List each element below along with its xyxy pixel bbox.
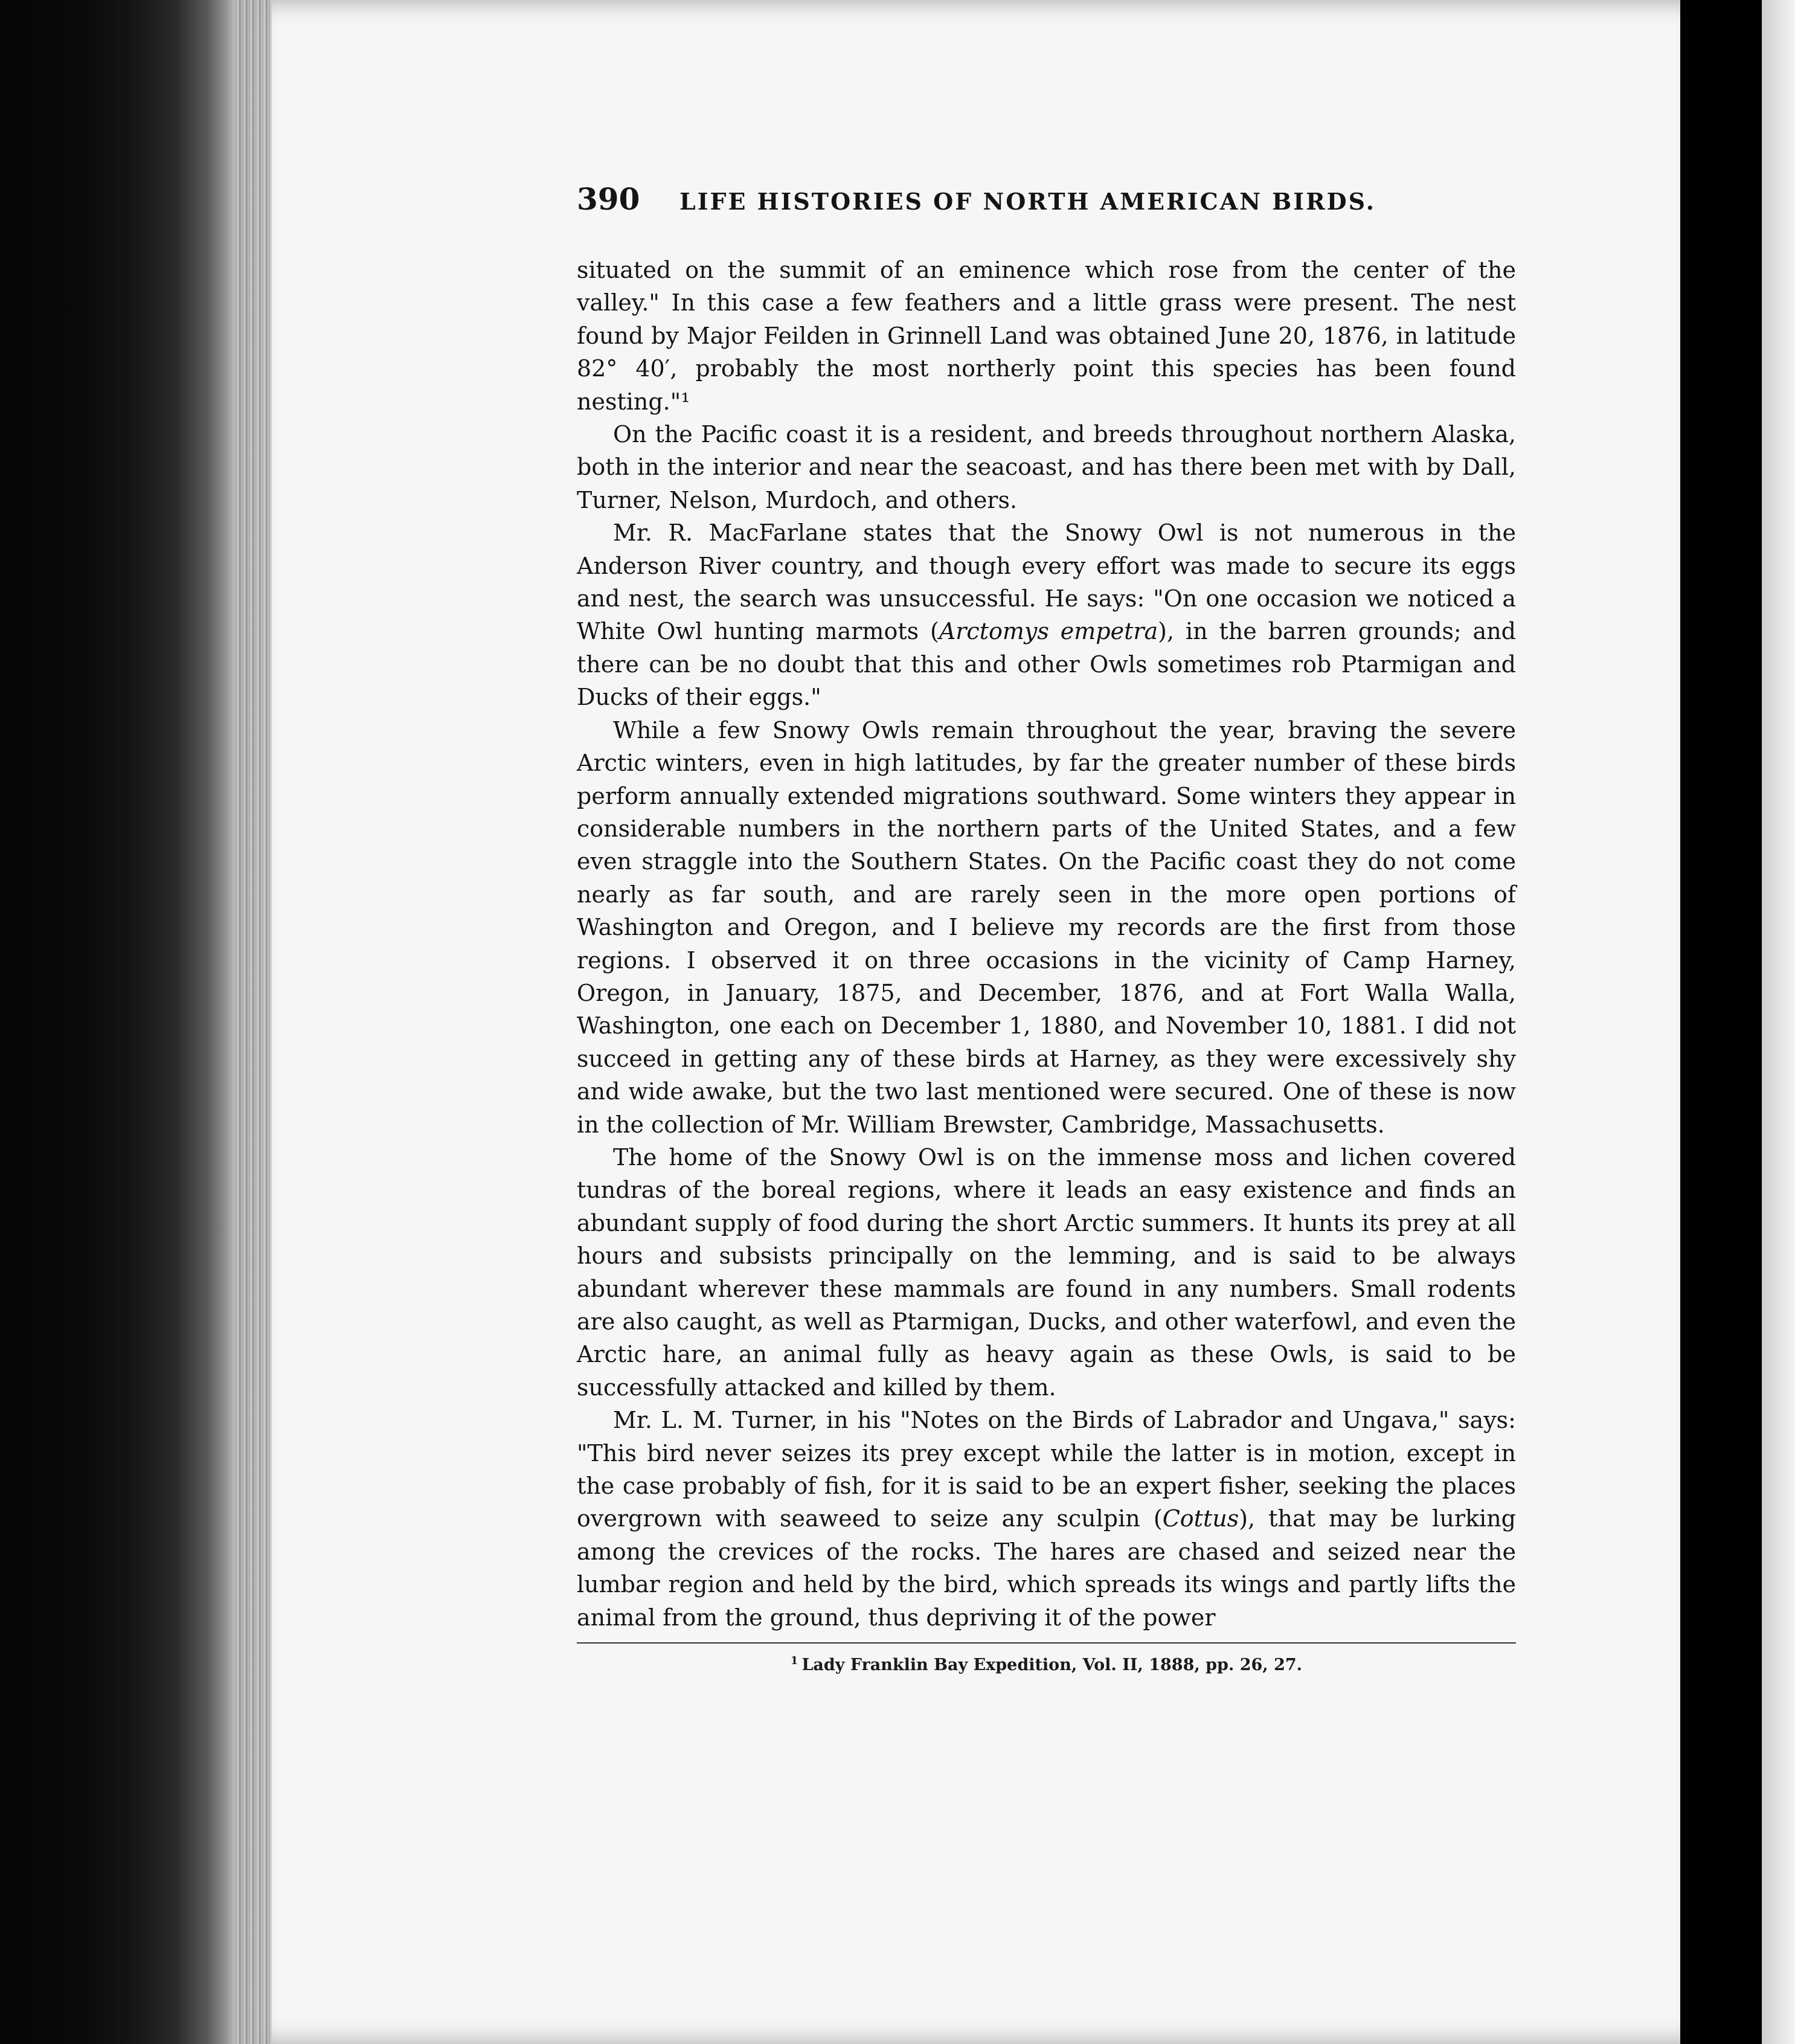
footnote-text: Lady Franklin Bay Expedition, Vol. II, 1888, pp. 26, 27. <box>801 1656 1303 1675</box>
paragraph-1: situated on the summit of an eminence which rose from the center of the valley." In this case a few feathers and a little grass were present. The nest found by Major Feilden in Grinnell Land was obtained June 20, 1876, in latitude 82° 40′, probably the most northerly point this species has been found nesting."¹ <box>577 257 1516 415</box>
running-title: LIFE HISTORIES OF NORTH AMERICAN BIRDS. <box>679 188 1376 215</box>
footnote-mark: 1 <box>790 1654 798 1668</box>
paragraph-6-text: Mr. L. M. Turner, in his "Notes on the Birds of Labrador and Ungava," says: "This bird never seizes its prey except while the latter is in motion, except in the case probably of fish, for it is said to be an expert fisher, seeking the places overgrown with seaweed to seize any sculpin ( <box>577 1407 1516 1532</box>
body-text <box>577 254 1516 1634</box>
page-edges <box>236 0 272 2044</box>
paragraph-2: On the Pacific coast it is a resident, and breeds throughout northern Alaska, both in the interior and near the seacoast, and has there been met with by Dall, Turner, Nelson, Murdoch, and others. <box>577 421 1516 513</box>
next-page-edge <box>1762 0 1795 2044</box>
page-content <box>577 181 1516 1674</box>
paragraph-3-tail: ), in the barren grounds; and there can be no doubt that this and other Owls sometimes rob Ptarmigan and Ducks of their eggs." <box>577 618 1517 711</box>
genus-name-italic: Cottus <box>1162 1505 1239 1532</box>
scan-dark-margin-left <box>0 0 236 2044</box>
running-head <box>577 181 1516 230</box>
paragraph-5: The home of the Snowy Owl is on the immense moss and lichen covered tundras of the boreal regions, where it leads an easy existence and finds an abundant supply of food during the short Arctic summers. It hunts its prey at all hours and subsists principally on the lemming, and is said to be always abundant wherever these mammals are found in any numbers. Small rodents are also caught, as well as Ptarmigan, Ducks, and other waterfowl, and even the Arctic hare, an animal fully as heavy again as these Owls, is said to be successfully attacked and killed by them. <box>577 1143 1516 1401</box>
paragraph-6-tail: ), that may be lurking among the crevices of the rocks. The hares are chased and seized near the lumbar region and held by the bird, which spreads its wings and partly lifts the animal from the ground, thus depriving it of the power <box>577 1505 1516 1631</box>
footnote <box>577 1654 1516 1674</box>
footnote-rule <box>577 1642 1516 1644</box>
paragraph-4: While a few Snowy Owls remain throughout the year, braving the severe Arctic winters, even in high latitudes, by far the greater number of these birds perform annually extended migrations southward. Some winters they appear in considerable numbers in the northern parts of the United States, and a few even straggle into the Southern States. On the Pacific coast they do not come nearly as far south, and are rarely seen in the more open portions of Washington and Oregon, and I believe my records are the first from those regions. I observed it on three occasions in the vicinity of Camp Harney, Oregon, in January, 1875, and December, 1876, and at Fort Walla Walla, Washington, one each on December 1, 1880, and November 10, 1881. I did not succeed in getting any of these birds at Harney, as they were excessively shy and wide awake, but the two last mentioned were secured. One of these is now in the collection of Mr. William Brewster, Cambridge, Massachusetts. <box>577 716 1516 1138</box>
paragraph-3-text: Mr. R. MacFarlane states that the Snowy Owl is not numerous in the Anderson River country, and though every effort was made to secure its eggs and nest, the search was unsuccessful. He says: "On one occasion we noticed a White Owl hunting marmots ( <box>577 519 1516 645</box>
page-number: 390 <box>577 181 640 217</box>
paragraph-3 <box>577 516 1516 713</box>
species-name-italic: Arctomys empetra <box>939 618 1158 645</box>
paragraph-6 <box>577 1404 1516 1634</box>
